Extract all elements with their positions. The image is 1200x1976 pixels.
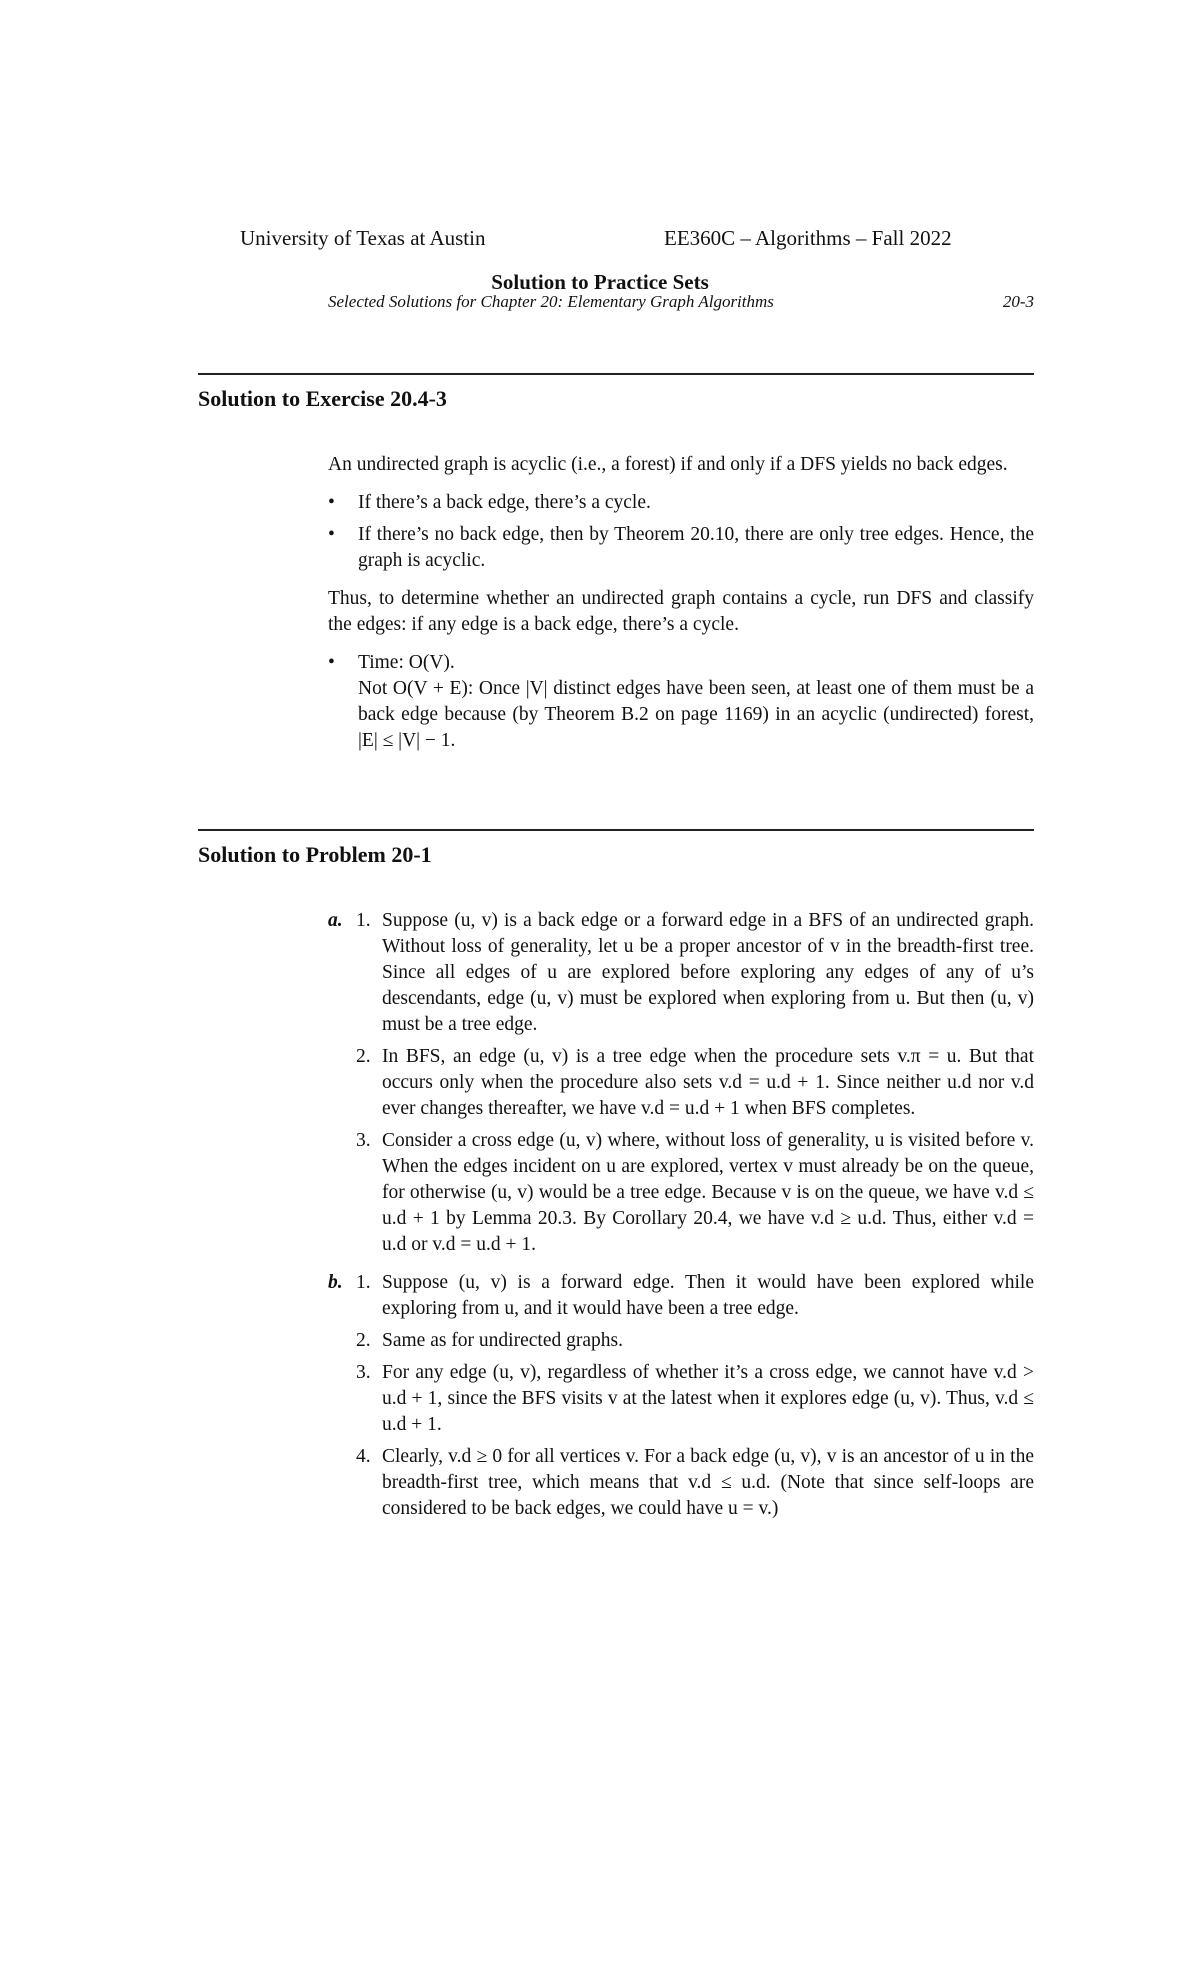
part-a-label: a.	[328, 910, 343, 931]
bullet-item	[328, 650, 1034, 754]
list-item: 3. For any edge (u, v), regardless of whether it’s a cross edge, we cannot have v.d > u.d + 1, since the BFS visits v at the latest when it explores edge (u, v). Thus, v.d ≤ u.d + 1.	[356, 1362, 1034, 1435]
bullet-icon: •	[328, 492, 335, 513]
time-explanation: Not O(V + E): Once |V| distinct edges have been seen, at least one of them must be a back edge because (by Theorem B.2 on page 1169) in an acyclic (undirected) forest, |E| ≤ |V| − 1.	[358, 678, 1034, 751]
list-item: 4. Clearly, v.d ≥ 0 for all vertices v. For a back edge (u, v), v is an ancestor of u in the breadth-first tree, which means that v.d ≤ u.d. (Note that since self-loops are considered to be back edges, we could have u = v.)	[356, 1446, 1034, 1519]
part-a-list	[328, 908, 1034, 1258]
page-number: 20-3	[1002, 292, 1034, 311]
time-bullet	[328, 650, 1034, 754]
section-divider-1	[198, 373, 1034, 375]
time-complexity: Time: O(V).	[358, 652, 455, 673]
section-divider-2	[198, 829, 1034, 831]
course-title: EE360C – Algorithms – Fall 2022	[664, 226, 952, 250]
exercise-title: Solution to Exercise 20.4-3	[198, 386, 447, 411]
part-b	[328, 1270, 1034, 1522]
exercise-conclusion: Thus, to determine whether an undirected graph contains a cycle, run DFS and classify the edges: if any edge is a back edge, there’s a cycle.	[328, 588, 1034, 635]
bullet-icon: •	[328, 524, 335, 545]
bullet-item: • If there’s no back edge, then by Theorem 20.10, there are only tree edges. Hence, the graph is acyclic.	[328, 524, 1034, 571]
exercise-intro: An undirected graph is acyclic (i.e., a forest) if and only if a DFS yields no back edges.	[328, 454, 1008, 475]
document-title: Solution to Practice Sets	[491, 270, 709, 294]
problem-body	[328, 908, 1034, 1534]
list-item: 1. Suppose (u, v) is a forward edge. Then it would have been explored while exploring from u, and it would have been a tree edge.	[356, 1272, 1034, 1319]
exercise-bullets	[328, 490, 1034, 574]
part-b-list	[328, 1270, 1034, 1522]
list-item: 2. In BFS, an edge (u, v) is a tree edge when the procedure sets v.π = u. But that occurs only when the procedure also sets v.d = u.d + 1. Since neither u.d nor v.d ever changes thereafter, we have v.d = u.d + 1 when BFS completes.	[356, 1046, 1034, 1119]
list-item: 3. Consider a cross edge (u, v) where, without loss of generality, u is visited before v. When the edges incident on u are explored, vertex v must already be on the queue, for otherwise (u, v) would be a tree edge. Because v is on the queue, we have v.d ≤ u.d + 1 by Lemma 20.3. By Corollary 20.4, we have v.d ≥ u.d. Thus, either v.d = u.d or v.d = u.d + 1.	[356, 1130, 1034, 1255]
problem-title: Solution to Problem 20-1	[198, 842, 432, 867]
bullet-item: • If there’s a back edge, there’s a cycle.	[328, 490, 1034, 516]
part-b-label: b.	[328, 1272, 343, 1293]
list-item: 1. Suppose (u, v) is a back edge or a forward edge in a BFS of an undirected graph. Without loss of generality, let u be a proper ancestor of v in the breadth-first tree. Since all edges of u are explored before exploring any edges of any of u’s descendants, edge (u, v) must be explored when exploring from u. But then (u, v) must be a tree edge.	[356, 910, 1034, 1035]
list-item: 2. Same as for undirected graphs.	[356, 1330, 623, 1351]
university-name: University of Texas at Austin	[240, 226, 486, 250]
exercise-body	[328, 452, 1034, 766]
bullet-icon: •	[328, 652, 335, 673]
part-a	[328, 908, 1034, 1258]
chapter-subtitle: Selected Solutions for Chapter 20: Elementary Graph Algorithms	[328, 292, 774, 311]
